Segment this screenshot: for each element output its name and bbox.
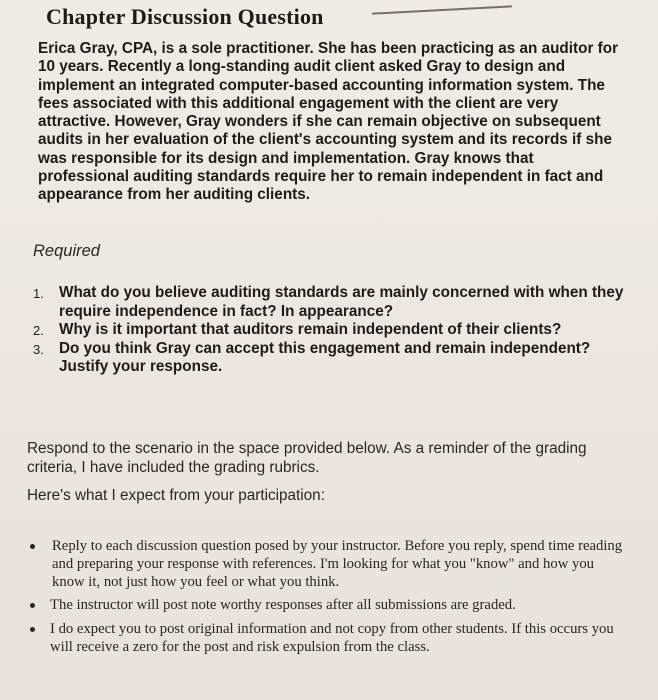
instructions-paragraph: Respond to the scenario in the space provided below. As a reminder of the grading criteria, I have included the grading rubrics.: [27, 440, 587, 476]
question-text: Do you think Gray can accept this engagement and remain independent? Justify your response.: [59, 339, 591, 375]
expectations-heading: Here's what I expect from your participation:: [27, 487, 325, 504]
question-text: Why is it important that auditors remain independent of their clients?: [59, 321, 562, 338]
question-item: [30, 284, 630, 321]
required-label: Required: [33, 242, 100, 260]
expectation-text: I do expect you to post original information and not copy from other students. If this occurs you will receive a zero for the post and risk expulsion from the class.: [50, 621, 614, 655]
bullet-icon: [30, 603, 35, 608]
question-number: 2.: [33, 323, 44, 338]
bullet-icon: [30, 627, 35, 632]
expectation-text: Reply to each discussion question posed by your instructor. Before you reply, spend time reading and preparing your response with references. I'm looking for what you "know" and how you know it, not just how you feel or what you think.: [52, 538, 623, 590]
question-number: 1.: [33, 286, 44, 301]
expectation-item: [30, 621, 630, 657]
title-underline: [372, 5, 512, 14]
expectation-text: The instructor will post note worthy responses after all submissions are graded.: [50, 597, 516, 614]
scenario-paragraph: Erica Gray, CPA, is a sole practitioner. She has been practicing as an auditor for 10 years. Recently a long-standing audit client asked Gray to design and implement an integrated computer-based accounting information system. The fees associated with this additional engagement with the client are very attractive. However, Gray wonders if she can remain objective on subsequent audits in her evaluation of the client's accounting system and its records if she was responsible for its design and implementation. Gray knows that professional auditing standards require her to remain independent in fact and appearance from her auditing clients.: [38, 40, 619, 204]
question-item: [30, 321, 630, 340]
expectation-item: [30, 538, 630, 591]
page-title: Chapter Discussion Question: [46, 4, 324, 29]
question-number: 3.: [33, 341, 44, 357]
bullet-icon: [30, 544, 35, 549]
expectation-item: [30, 597, 630, 615]
question-item: [30, 340, 630, 377]
question-list: [30, 284, 630, 377]
expectations-list: [30, 538, 630, 663]
question-text: What do you believe auditing standards are mainly concerned with when they require independence in fact? In appearance?: [59, 284, 624, 320]
